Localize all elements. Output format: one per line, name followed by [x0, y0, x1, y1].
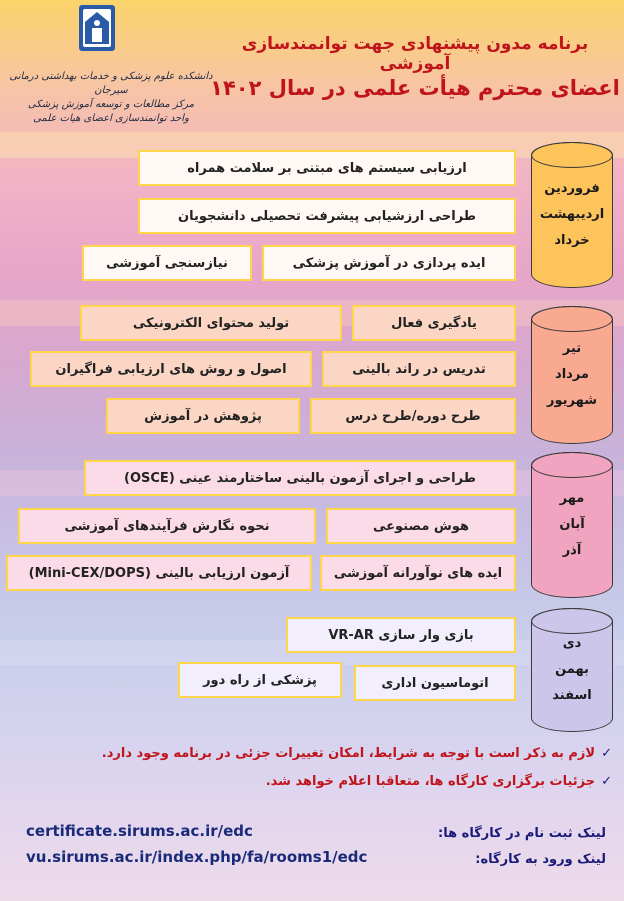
join-link-label: لینک ورود به کارگاه: [475, 852, 606, 867]
institution-line: واحد توانمندسازی اعضای هیات علمی [33, 113, 189, 124]
workshop-box: ایده پردازی در آموزش پزشکی [262, 245, 516, 281]
season-summer [531, 306, 613, 444]
month-label: فروردین [544, 181, 600, 196]
workshop-box: پزشکی از راه دور [178, 662, 342, 698]
join-link[interactable]: vu.sirums.ac.ir/index.php/fa/rooms1/edc [26, 848, 368, 866]
page-title: برنامه مدون پیشنهادی جهت توانمندسازی آموزشی [241, 34, 589, 74]
season-winter [531, 608, 613, 732]
workshop-box: یادگیری فعال [352, 305, 516, 341]
workshop-box: طرح دوره/طرح درس [310, 398, 516, 434]
month-label: تیر [562, 341, 582, 356]
workshop-box: ایده های نوآورانه آموزشی [320, 555, 516, 591]
workshop-box: ارزیابی سیستم های مبتنی بر سلامت همراه [138, 150, 516, 186]
institution-name [6, 70, 216, 126]
workshop-box: نحوه نگارش فرآیندهای آموزشی [18, 508, 316, 544]
month-label: شهریور [547, 393, 597, 408]
note-text: جزئیات برگزاری کارگاه ها، متعاقبا اعلام خواهد شد. [265, 774, 596, 789]
month-label: خرداد [554, 233, 590, 248]
university-logo-icon [78, 4, 116, 52]
month-label: مهر [559, 491, 585, 506]
note-item [102, 746, 612, 761]
month-label: آبان [559, 517, 585, 532]
registration-link-label: لینک ثبت نام در کارگاه ها: [438, 826, 606, 841]
page-subtitle: اعضای محترم هیأت علمی در سال ۱۴۰۲ [210, 76, 620, 100]
workshop-box: بازی وار سازی VR-AR [286, 617, 516, 653]
month-label: مرداد [555, 367, 589, 382]
registration-link[interactable]: certificate.sirums.ac.ir/edc [26, 822, 253, 840]
workshop-box: هوش مصنوعی [326, 508, 516, 544]
checkmark-icon: ✓ [601, 746, 612, 761]
checkmark-icon: ✓ [601, 774, 612, 789]
workshop-box: تدریس در راند بالینی [322, 351, 516, 387]
workshop-box: تولید محتوای الکترونیکی [80, 305, 342, 341]
workshop-box: اتوماسیون اداری [354, 665, 516, 701]
workshop-box: آزمون ارزیابی بالینی (Mini-CEX/DOPS) [6, 555, 312, 591]
season-spring [531, 142, 613, 288]
month-label: بهمن [555, 662, 589, 677]
workshop-box: اصول و روش های ارزیابی فراگیران [30, 351, 312, 387]
month-label: آذر [562, 543, 582, 558]
workshop-box: طراحی ارزشیابی پیشرفت تحصیلی دانشجویان [138, 198, 516, 234]
institution-line: مرکز مطالعات و توسعه آموزش پزشکی [27, 99, 195, 110]
workshop-box: پژوهش در آموزش [106, 398, 300, 434]
institution-line: دانشکده علوم پزشکی و خدمات بهداشتی درمانی سیرجان [9, 71, 213, 96]
season-autumn [531, 452, 613, 598]
month-label: اسفند [552, 688, 592, 703]
workshop-box: طراحی و اجرای آزمون بالینی ساختارمند عینی (OSCE) [84, 460, 516, 496]
note-text: لازم به ذکر است با توجه به شرایط، امکان تغییرات جزئی در برنامه وجود دارد. [101, 746, 596, 761]
note-item [266, 774, 612, 789]
workshop-box: نیازسنجی آموزشی [82, 245, 252, 281]
month-label: اردیبهشت [539, 207, 605, 222]
month-label: دی [562, 636, 582, 651]
